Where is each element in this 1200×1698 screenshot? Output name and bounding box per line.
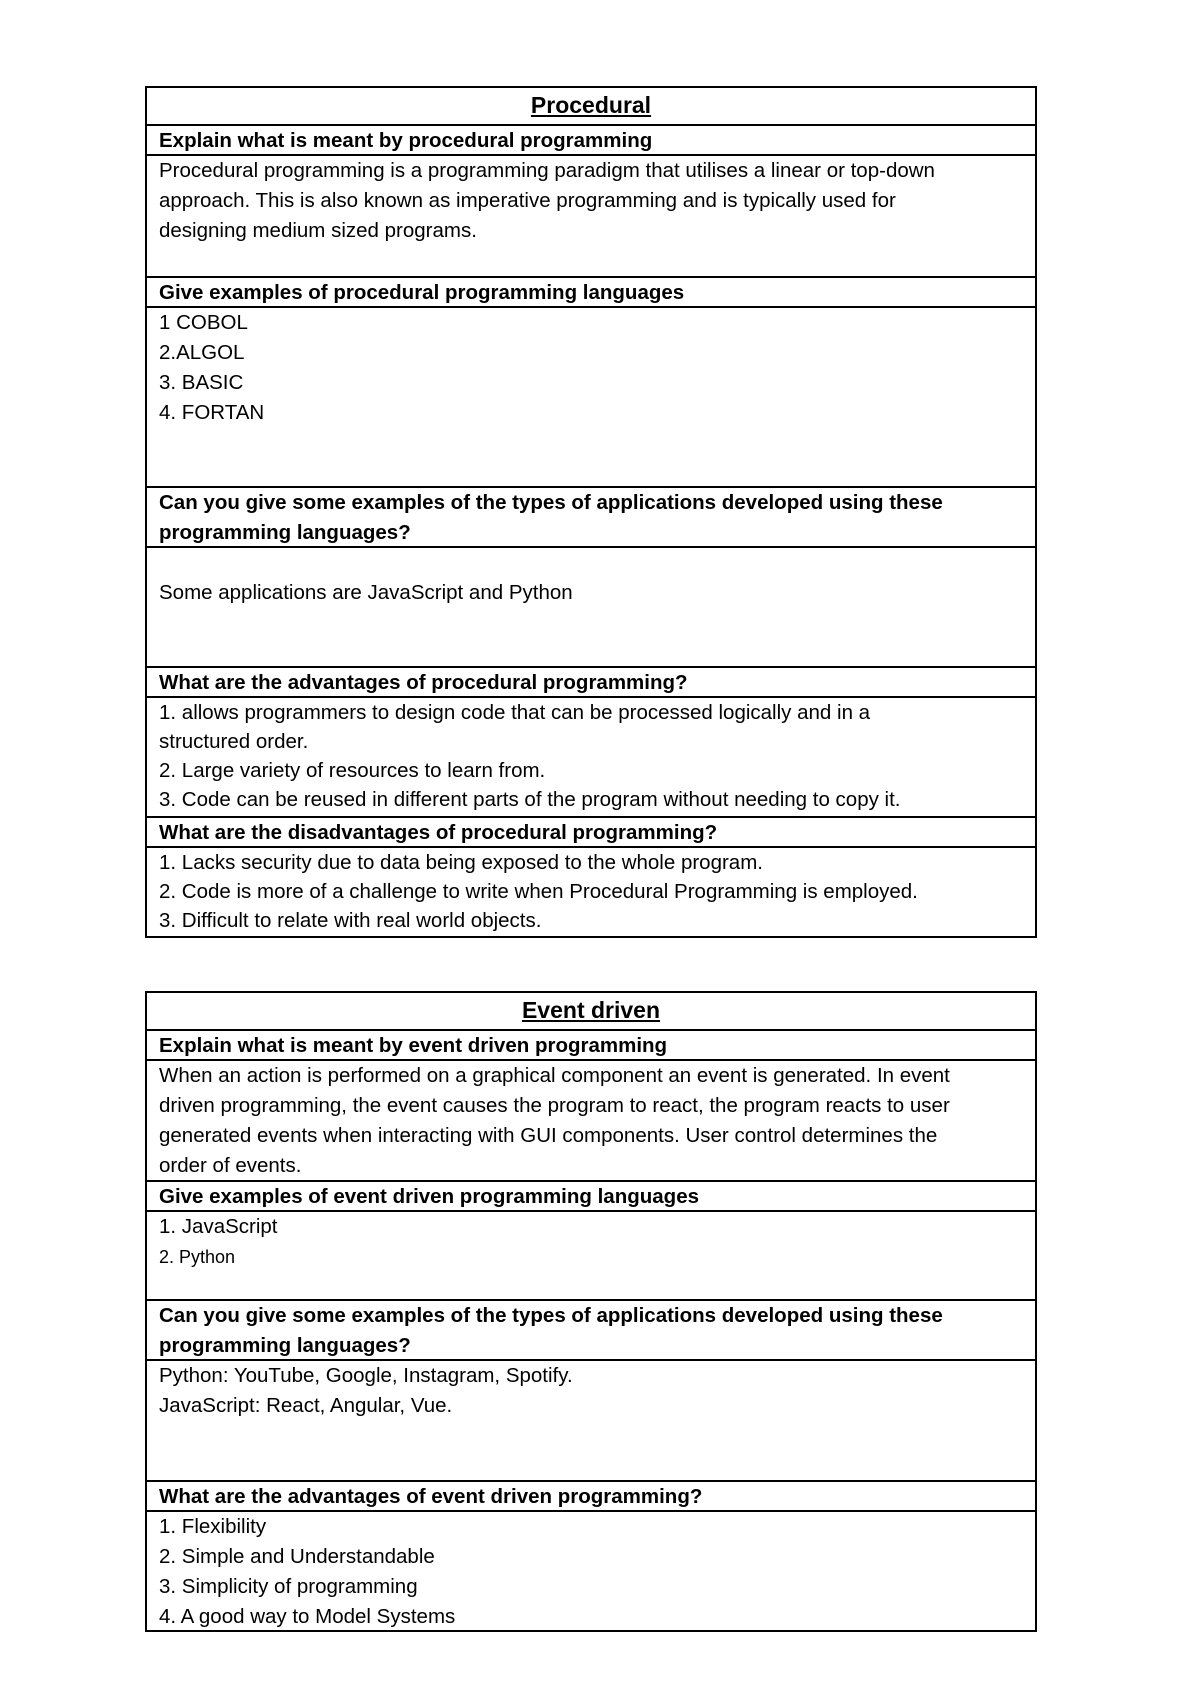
procedural-table [145, 86, 1037, 938]
answer-line: When an action is performed on a graphical component an event is generated. In event [159, 1064, 950, 1087]
answer-line: 2. Code is more of a challenge to write when Procedural Programming is employed. [159, 880, 918, 903]
answer-line: 1 COBOL [159, 311, 248, 334]
answer-line: 3. Simplicity of programming [159, 1575, 418, 1598]
answer-line: designing medium sized programs. [159, 219, 477, 242]
question-line: Can you give some examples of the types of applications developed using these [159, 491, 943, 514]
answer-line: 4. FORTAN [159, 401, 265, 424]
answer-line: 2. Python [159, 1247, 236, 1267]
procedural-question-definition: Explain what is meant by procedural programming [147, 124, 1035, 154]
event-driven-answer-languages [147, 1210, 1035, 1299]
procedural-title: Procedural [530, 92, 652, 118]
answer-line: 2. Large variety of resources to learn from. [159, 759, 546, 782]
event-driven-answer-definition [147, 1059, 1035, 1180]
procedural-answer-advantages [147, 696, 1035, 816]
event-driven-answer-applications [147, 1359, 1035, 1480]
answer-line: 1. Lacks security due to data being exposed to the whole program. [159, 851, 763, 874]
answer-line: 1. Flexibility [159, 1515, 267, 1538]
question-line: programming languages? [159, 1334, 411, 1357]
procedural-answer-applications [147, 546, 1035, 666]
answer-line: 3. Difficult to relate with real world objects. [159, 909, 542, 932]
answer-line: structured order. [159, 730, 309, 753]
event-driven-title: Event driven [521, 997, 661, 1023]
procedural-question-disadvantages: What are the disadvantages of procedural programming? [147, 816, 1035, 846]
answer-line: JavaScript: React, Angular, Vue. [159, 1394, 453, 1417]
answer-line: Procedural programming is a programming paradigm that utilises a linear or top-down [159, 159, 935, 182]
answer-line: 3. BASIC [159, 371, 244, 394]
answer-line: 2. Simple and Understandable [159, 1545, 435, 1568]
answer-line: 1. allows programmers to design code that can be processed logically and in a [159, 701, 871, 724]
answer-line: 3. Code can be reused in different parts of the program without needing to copy it. [159, 788, 901, 811]
answer-line: driven programming, the event causes the program to react, the program reacts to user [159, 1094, 950, 1117]
procedural-question-applications [147, 486, 1035, 546]
answer-line: Some applications are JavaScript and Python [159, 581, 573, 604]
answer-line: 4. A good way to Model Systems [159, 1605, 456, 1628]
procedural-answer-disadvantages [147, 846, 1035, 936]
question-line: programming languages? [159, 521, 411, 544]
event-driven-question-applications [147, 1299, 1035, 1359]
event-driven-answer-advantages [147, 1510, 1035, 1630]
procedural-question-advantages: What are the advantages of procedural programming? [147, 666, 1035, 696]
event-driven-question-advantages: What are the advantages of event driven programming? [147, 1480, 1035, 1510]
event-driven-question-definition: Explain what is meant by event driven programming [147, 1029, 1035, 1059]
question-line: Can you give some examples of the types of applications developed using these [159, 1304, 943, 1327]
event-driven-question-languages: Give examples of event driven programming languages [147, 1180, 1035, 1210]
procedural-question-languages: Give examples of procedural programming languages [147, 276, 1035, 306]
answer-line: approach. This is also known as imperative programming and is typically used for [159, 189, 896, 212]
answer-line: generated events when interacting with GUI components. User control determines the [159, 1124, 938, 1147]
answer-line: 2.ALGOL [159, 341, 245, 364]
procedural-answer-definition [147, 154, 1035, 276]
answer-line: 1. JavaScript [159, 1215, 278, 1238]
event-driven-table [145, 991, 1037, 1632]
answer-line: order of events. [159, 1154, 302, 1177]
answer-line: Python: YouTube, Google, Instagram, Spotify. [159, 1364, 573, 1387]
procedural-answer-languages [147, 306, 1035, 486]
